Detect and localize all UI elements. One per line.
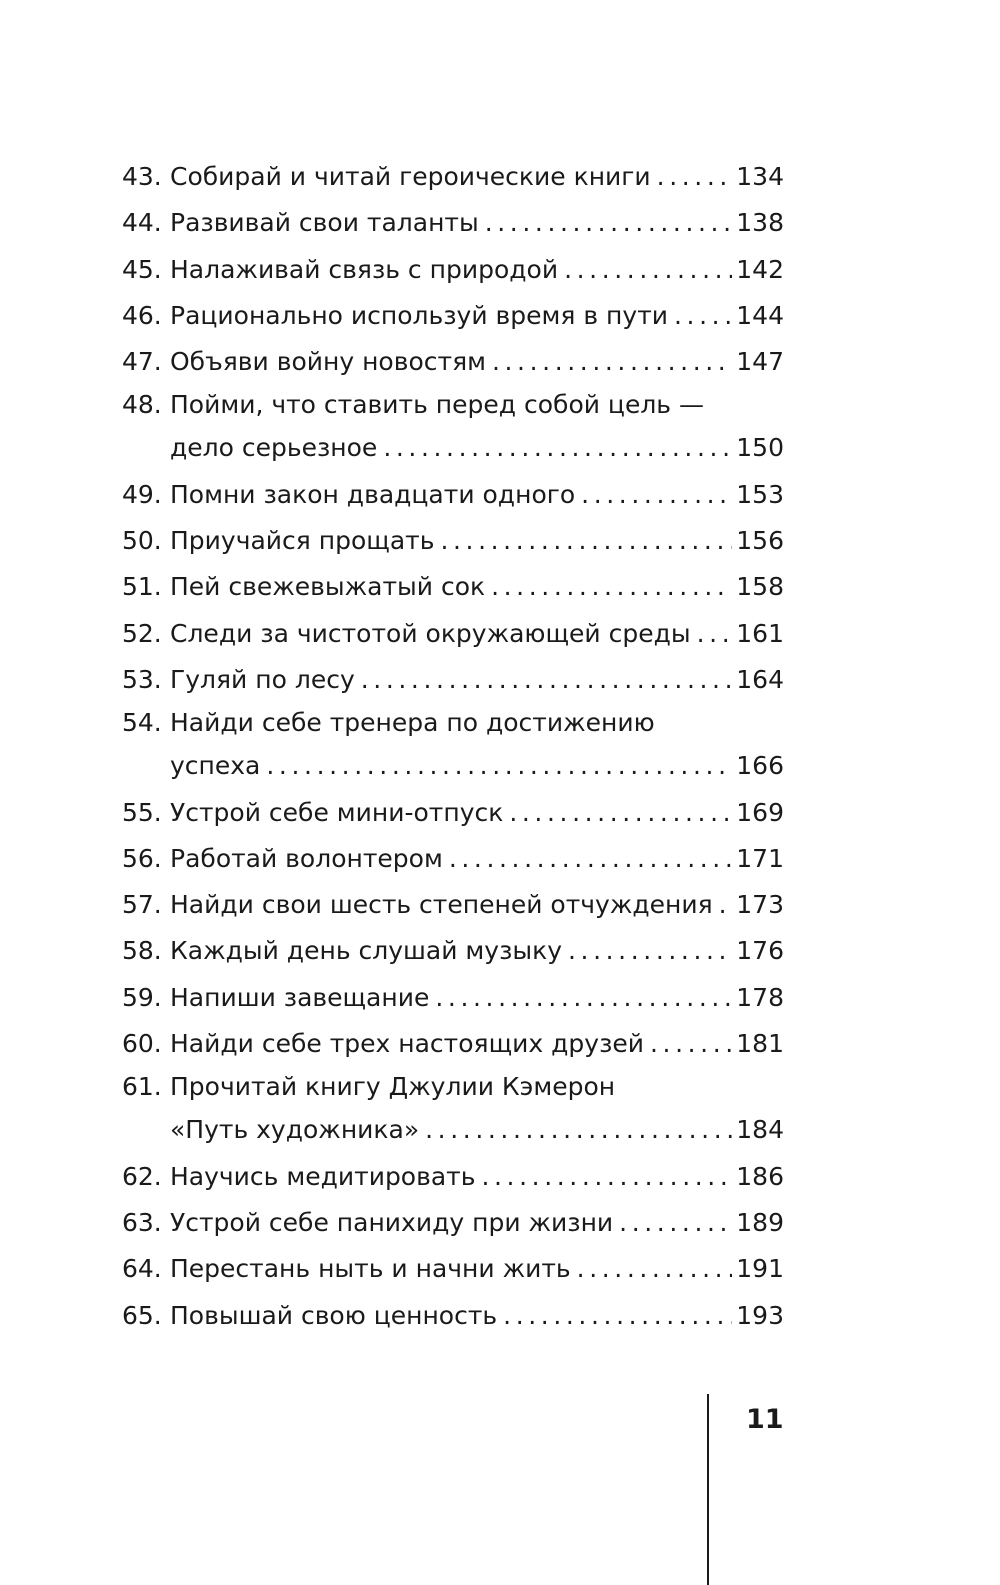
toc-entry-number: 53. [122,664,162,694]
toc-entry-title: Повышай свою ценность [170,1300,498,1330]
toc-entry-number: 59. [122,982,162,1012]
toc-dot-leader [657,154,733,200]
toc-entry [122,564,784,610]
toc-entry-title: Напиши завещание [170,982,430,1012]
toc-entry-body [170,882,784,928]
toc-entry-body [170,200,784,246]
toc-entry-page: 191 [736,1254,784,1284]
toc-entry-body [170,928,784,974]
toc-entry-number: 43. [122,162,162,191]
toc-entry-title: Объяви войну новостям [170,347,486,377]
toc-entry-page: 166 [736,751,784,781]
toc-entry [122,1246,784,1292]
toc-entry-title: Работай волонтером [170,843,443,873]
toc-dot-leader [697,611,733,657]
toc-entry [122,1067,784,1153]
toc-entry-page: 153 [736,479,784,509]
toc-dot-leader [577,1246,733,1292]
toc-dot-leader [449,836,732,882]
toc-entry-body [170,611,784,657]
toc-entry [122,1021,784,1067]
toc-entry-page: 150 [736,433,784,463]
toc-entry-number: 64. [122,1254,162,1284]
toc-entry-row [170,836,784,882]
toc-dot-leader [568,928,732,974]
toc-entry-number: 50. [122,526,162,556]
toc-entry-page: 134 [736,162,784,191]
toc-entry-title: Развивай свои таланты [170,208,479,238]
toc-entry-page: 193 [736,1300,784,1330]
toc-entry-row [170,154,784,200]
toc-entry-number: 47. [122,347,162,377]
toc-entry-page: 142 [736,254,784,284]
toc-entry [122,790,784,836]
toc-entry [122,975,784,1021]
toc-entry-body [170,1154,784,1200]
toc-entry-number: 52. [122,618,162,648]
toc-dot-leader [619,1200,732,1246]
toc-entry-title: Гуляй по лесу [170,664,355,694]
toc-entry-number: 57. [122,890,162,920]
toc-dot-leader [674,293,732,339]
toc-entry [122,1293,784,1339]
toc-entry-row [170,1293,784,1339]
toc-dot-leader [440,518,732,564]
toc-entry-row [170,1021,784,1067]
toc-entry-number: 55. [122,797,162,827]
toc-entry-row [170,928,784,974]
toc-entry-row [170,1107,784,1153]
toc-entry-body [170,1067,784,1153]
toc-entry-body [170,790,784,836]
table-of-contents [122,154,784,1339]
toc-entry-title: Следи за чистотой окружающей среды [170,618,691,648]
toc-entry-title: Найди себе трех настоящих друзей [170,1029,644,1059]
toc-dot-leader [266,743,732,789]
toc-entry-page: 138 [736,208,784,238]
toc-entry-body [170,1021,784,1067]
toc-entry-title: Устрой себе панихиду при жизни [170,1207,614,1237]
toc-entry-body [170,518,784,564]
toc-entry-number: 51. [122,572,162,602]
toc-entry [122,472,784,518]
toc-entry [122,293,784,339]
toc-entry [122,657,784,703]
toc-entry-number: 65. [122,1300,162,1330]
toc-entry [122,518,784,564]
toc-entry-number: 56. [122,843,162,873]
toc-entry-body [170,385,784,471]
toc-entry-row [170,293,784,339]
toc-entry [122,928,784,974]
toc-entry-row [170,975,784,1021]
toc-entry-title: Приучайся прощать [170,526,435,556]
toc-entry-row [170,743,784,789]
toc-entry-body [170,703,784,789]
toc-dot-leader [719,882,733,928]
toc-entry-row [170,882,784,928]
toc-entry-page: 169 [736,797,784,827]
toc-entry-body [170,339,784,385]
toc-entry-page: 173 [736,890,784,920]
toc-dot-leader [492,339,732,385]
toc-entry [122,1200,784,1246]
toc-entry-page: 181 [736,1029,784,1059]
toc-entry-title-line: Прочитай книгу Джулии Кэмерон [170,1072,616,1102]
toc-entry-title: Научись медитировать [170,1161,476,1191]
toc-dot-leader [481,1154,732,1200]
toc-dot-leader [650,1021,732,1067]
toc-dot-leader [503,1293,732,1339]
toc-entry-body [170,975,784,1021]
toc-entry-number: 54. [122,708,162,738]
toc-entry-body [170,836,784,882]
page-number: 11 [746,1404,784,1435]
toc-entry-number: 62. [122,1161,162,1191]
toc-entry [122,882,784,928]
toc-entry-row [170,200,784,246]
toc-entry-body [170,293,784,339]
toc-entry-row [170,247,784,293]
toc-entry [122,200,784,246]
footer-divider [707,1394,709,1585]
toc-entry-number: 45. [122,254,162,284]
toc-entry-title: «Путь художника» [170,1115,420,1145]
toc-dot-leader [425,1107,732,1153]
toc-entry-title-line: Найди себе тренера по достижению [170,708,655,738]
toc-entry-body [170,657,784,703]
toc-entry-title: Налаживай связь с природой [170,254,559,284]
toc-entry-number: 58. [122,936,162,966]
toc-entry-body [170,247,784,293]
toc-entry-number: 63. [122,1207,162,1237]
toc-entry-row [170,472,784,518]
toc-entry-page: 161 [736,618,784,648]
toc-entry-number: 48. [122,390,162,420]
toc-entry-page: 147 [736,347,784,377]
toc-entry-number: 61. [122,1072,162,1102]
toc-entry-body [170,1293,784,1339]
toc-entry-title: Пей свежевыжатый сок [170,572,486,602]
toc-entry-number: 44. [122,208,162,238]
toc-entry-page: 178 [736,982,784,1012]
toc-entry-number: 46. [122,300,162,330]
toc-entry-row [170,657,784,703]
toc-entry-page: 158 [736,572,784,602]
toc-entry-title-line: Пойми, что ставить перед собой цель — [170,390,704,420]
toc-entry [122,385,784,471]
toc-entry-title: успеха [170,751,261,781]
toc-entry-title: Каждый день слушай музыку [170,936,562,966]
toc-entry-body [170,472,784,518]
toc-entry-page: 186 [736,1161,784,1191]
toc-entry-body [170,1200,784,1246]
toc-dot-leader [435,975,732,1021]
toc-entry-page: 156 [736,526,784,556]
toc-entry [122,703,784,789]
toc-entry [122,611,784,657]
toc-dot-leader [581,472,732,518]
toc-entry-body [170,564,784,610]
toc-entry-number: 60. [122,1029,162,1059]
toc-dot-leader [361,657,733,703]
toc-entry-row [170,790,784,836]
toc-entry-page: 144 [736,300,784,330]
toc-dot-leader [485,200,733,246]
toc-dot-leader [564,247,732,293]
toc-entry-title: Найди свои шесть степеней отчуждения [170,890,713,920]
toc-entry-page: 171 [736,843,784,873]
toc-entry-row [170,518,784,564]
toc-entry [122,836,784,882]
toc-entry-row [170,339,784,385]
toc-entry [122,247,784,293]
toc-entry-page: 164 [736,664,784,694]
toc-entry-row [170,564,784,610]
toc-entry-row [170,1246,784,1292]
toc-entry-body [170,1246,784,1292]
toc-entry-page: 184 [736,1115,784,1145]
toc-dot-leader [383,425,732,471]
toc-dot-leader [491,564,732,610]
toc-entry [122,339,784,385]
toc-entry [122,154,784,200]
toc-entry-title: Устрой себе мини-отпуск [170,797,504,827]
toc-entry [122,1154,784,1200]
toc-entry-body [170,154,784,200]
toc-entry-title: Собирай и читай героические книги [170,162,651,191]
toc-entry-title: дело серьезное [170,433,378,463]
toc-dot-leader [509,790,732,836]
toc-entry-page: 189 [736,1207,784,1237]
toc-entry-title: Перестань ныть и начни жить [170,1254,571,1284]
toc-entry-page: 176 [736,936,784,966]
toc-entry-title: Рационально используй время в пути [170,300,669,330]
toc-entry-row [170,1154,784,1200]
toc-entry-title: Помни закон двадцати одного [170,479,576,509]
toc-entry-number: 49. [122,479,162,509]
toc-entry-row [170,1200,784,1246]
toc-entry-row [170,611,784,657]
toc-entry-row [170,425,784,471]
